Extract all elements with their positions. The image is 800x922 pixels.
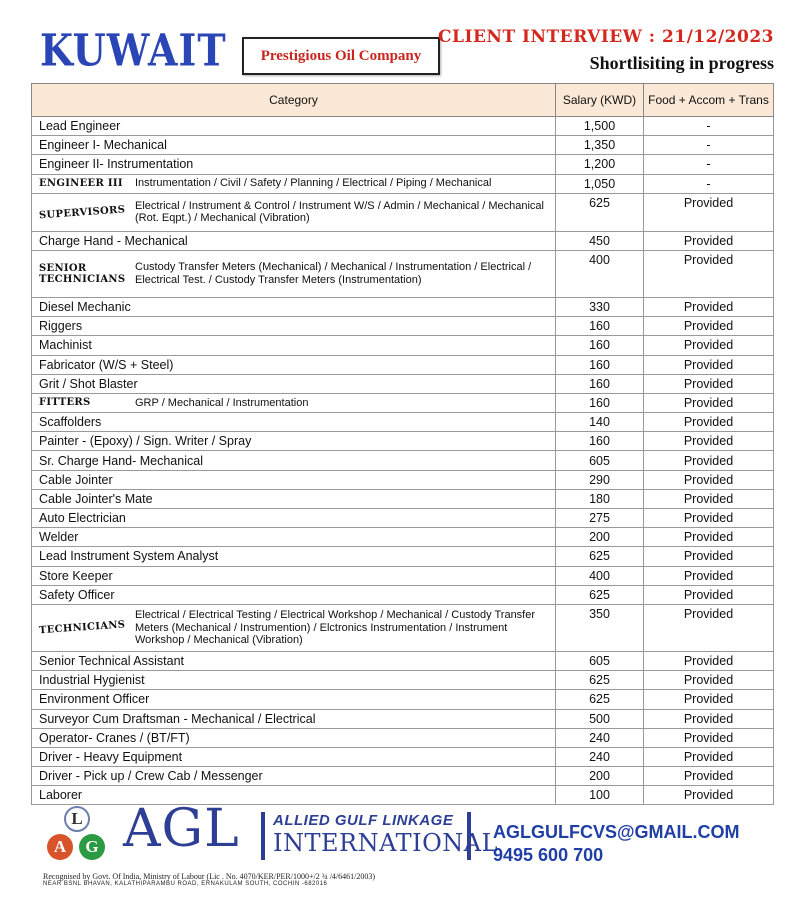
table-row [32, 451, 774, 470]
agl-logo-mark [39, 804, 115, 870]
cell-salary: 605 [556, 651, 644, 670]
jobs-table [31, 83, 774, 805]
cell-salary: 240 [556, 747, 644, 766]
cell-salary: 605 [556, 451, 644, 470]
group-cell [39, 261, 548, 286]
cell-benefits: Provided [644, 432, 774, 451]
table-row [32, 193, 774, 231]
cell-category: Welder [32, 528, 556, 547]
cell-benefits: Provided [644, 651, 774, 670]
table-row [32, 413, 774, 432]
cell-benefits: Provided [644, 786, 774, 805]
cell-category: Lead Instrument System Analyst [32, 547, 556, 566]
cell-benefits: Provided [644, 690, 774, 709]
cell-salary: 400 [556, 250, 644, 297]
cell-benefits: Provided [644, 489, 774, 508]
cell-benefits: Provided [644, 566, 774, 585]
cell-category: Grit / Shot Blaster [32, 374, 556, 393]
logo-circle-g: G [79, 834, 105, 860]
cell-category: Industrial Hygienist [32, 671, 556, 690]
cell-benefits: Provided [644, 709, 774, 728]
cell-category: Cable Jointer's Mate [32, 489, 556, 508]
contact-email[interactable]: AGLGULFCVS@GMAIL.COM [493, 822, 740, 842]
cell-category [32, 193, 556, 231]
cell-salary: 1,350 [556, 136, 644, 155]
cell-benefits: Provided [644, 547, 774, 566]
table-row [32, 528, 774, 547]
table-row [32, 604, 774, 651]
cell-salary: 160 [556, 374, 644, 393]
cell-category: Surveyor Cum Draftsman - Mechanical / Electrical [32, 709, 556, 728]
brand-box [261, 812, 499, 860]
cell-benefits: Provided [644, 336, 774, 355]
table-header-row [32, 84, 774, 117]
table-row [32, 336, 774, 355]
table-row [32, 317, 774, 336]
table-row [32, 355, 774, 374]
group-cell [39, 177, 548, 190]
contact-block [493, 822, 740, 866]
cell-benefits: Provided [644, 317, 774, 336]
cell-benefits: - [644, 136, 774, 155]
cell-category: Laborer [32, 786, 556, 805]
group-detail: Instrumentation / Civil / Safety / Planning / Electrical / Piping / Mechanical [135, 177, 492, 190]
cell-category: Environment Officer [32, 690, 556, 709]
cell-category [32, 250, 556, 297]
cell-benefits: Provided [644, 393, 774, 412]
table-row [32, 671, 774, 690]
brand-line-1: ALLIED GULF LINKAGE [273, 812, 454, 829]
cell-category: Fabricator (W/S + Steel) [32, 355, 556, 374]
cell-category: Scaffolders [32, 413, 556, 432]
cell-category: Lead Engineer [32, 117, 556, 136]
group-cell [39, 397, 548, 410]
cell-benefits: Provided [644, 747, 774, 766]
cell-category: Store Keeper [32, 566, 556, 585]
table-row [32, 136, 774, 155]
table-row [32, 231, 774, 250]
cell-salary: 275 [556, 509, 644, 528]
address-text: NEAR BSNL BHAVAN, KALATHIPARAMBU ROAD, ERNAKULAM SOUTH, COCHIN -682016 [43, 881, 328, 887]
agl-wordmark: AGL [123, 799, 240, 859]
jobs-table-body [32, 117, 774, 805]
group-label: ENGINEER III [39, 178, 123, 190]
column-header-category: Category [32, 84, 556, 117]
table-row [32, 709, 774, 728]
cell-category: Painter - (Epoxy) / Sign. Writer / Spray [32, 432, 556, 451]
cell-benefits: Provided [644, 604, 774, 651]
cell-benefits: Provided [644, 374, 774, 393]
cell-salary: 160 [556, 432, 644, 451]
cell-category: Diesel Mechanic [32, 297, 556, 316]
contact-phone[interactable]: 9495 600 700 [493, 845, 604, 865]
cell-salary: 330 [556, 297, 644, 316]
table-row [32, 728, 774, 747]
cell-benefits: Provided [644, 470, 774, 489]
group-cell [39, 200, 548, 225]
footer [31, 790, 774, 890]
table-row [32, 489, 774, 508]
group-label: SENIOR TECHNICIANS [39, 262, 126, 285]
table-row [32, 585, 774, 604]
cell-salary: 290 [556, 470, 644, 489]
cell-salary: 160 [556, 355, 644, 374]
cell-category [32, 174, 556, 193]
cell-salary: 1,050 [556, 174, 644, 193]
cell-salary: 625 [556, 585, 644, 604]
column-header-salary: Salary (KWD) [556, 84, 644, 117]
table-row [32, 747, 774, 766]
cell-benefits: Provided [644, 728, 774, 747]
cell-category: Senior Technical Assistant [32, 651, 556, 670]
table-row [32, 767, 774, 786]
cell-salary: 350 [556, 604, 644, 651]
table-row [32, 174, 774, 193]
cell-category: Driver - Pick up / Crew Cab / Messenger [32, 767, 556, 786]
table-row [32, 690, 774, 709]
cell-salary: 400 [556, 566, 644, 585]
cell-category: Sr. Charge Hand- Mechanical [32, 451, 556, 470]
logo-circle-a: A [47, 834, 73, 860]
cell-category: Safety Officer [32, 585, 556, 604]
cell-category: Machinist [32, 336, 556, 355]
country-title: KUWAIT [40, 24, 227, 76]
group-label: FITTERS [39, 397, 91, 409]
cell-benefits: - [644, 174, 774, 193]
brand-line-2: INTERNATIONAL [273, 829, 499, 857]
cell-category: Engineer I- Mechanical [32, 136, 556, 155]
group-detail: Electrical / Electrical Testing / Electrical Workshop / Mechanical / Custody Transfer Meters (Mechanical / Instrumention) / Elctronics Instrumentation / Instrument Workshop / Mechanical (Vibration) [135, 609, 536, 647]
group-label: SUPERVISORS [38, 204, 126, 222]
cell-salary: 1,500 [556, 117, 644, 136]
group-cell [39, 609, 548, 647]
cell-benefits: - [644, 155, 774, 174]
cell-benefits: Provided [644, 671, 774, 690]
cell-salary: 140 [556, 413, 644, 432]
table-row [32, 155, 774, 174]
group-detail: GRP / Mechanical / Instrumentation [135, 396, 309, 409]
interview-date: CLIENT INTERVIEW : 21/12/2023 [438, 27, 774, 47]
logo-circle-l: L [64, 806, 90, 832]
cell-salary: 625 [556, 547, 644, 566]
cell-salary: 1,200 [556, 155, 644, 174]
group-detail: Electrical / Instrument & Control / Instrument W/S / Admin / Mechanical / Mechanical (Rot. Eqpt.) / Mechanical (Vibration) [135, 199, 544, 225]
cell-salary: 625 [556, 193, 644, 231]
cell-benefits: Provided [644, 451, 774, 470]
cell-salary: 200 [556, 528, 644, 547]
table-row [32, 393, 774, 412]
cell-salary: 100 [556, 786, 644, 805]
cell-salary: 240 [556, 728, 644, 747]
cell-benefits: Provided [644, 250, 774, 297]
group-detail: Custody Transfer Meters (Mechanical) / Mechanical / Instrumentation / Electrical / Electrical Test. / Custody Transfer Meters (Instrumentation) [135, 261, 532, 286]
cell-benefits: Provided [644, 355, 774, 374]
cell-category: Charge Hand - Mechanical [32, 231, 556, 250]
table-row [32, 470, 774, 489]
cell-benefits: Provided [644, 767, 774, 786]
table-row [32, 432, 774, 451]
shortlist-status: Shortlisiting in progress [589, 53, 774, 73]
cell-salary: 160 [556, 393, 644, 412]
cell-category: Riggers [32, 317, 556, 336]
table-row [32, 250, 774, 297]
column-header-benefits: Food + Accom + Trans [644, 84, 774, 117]
table-row [32, 566, 774, 585]
group-label: TECHNICIANS [38, 619, 126, 637]
cell-benefits: Provided [644, 528, 774, 547]
cell-benefits: Provided [644, 193, 774, 231]
cell-salary: 160 [556, 336, 644, 355]
cell-salary: 500 [556, 709, 644, 728]
cell-category: Auto Electrician [32, 509, 556, 528]
cell-benefits: Provided [644, 509, 774, 528]
cell-salary: 625 [556, 671, 644, 690]
cell-salary: 200 [556, 767, 644, 786]
table-row [32, 374, 774, 393]
table-row [32, 509, 774, 528]
company-box: Prestigious Oil Company [242, 37, 440, 75]
cell-category: Cable Jointer [32, 470, 556, 489]
table-row [32, 651, 774, 670]
cell-salary: 450 [556, 231, 644, 250]
table-row [32, 117, 774, 136]
cell-category: Driver - Heavy Equipment [32, 747, 556, 766]
cell-salary: 625 [556, 690, 644, 709]
cell-category: Operator- Cranes / (BT/FT) [32, 728, 556, 747]
cell-category [32, 393, 556, 412]
cell-benefits: Provided [644, 297, 774, 316]
cell-salary: 160 [556, 317, 644, 336]
cell-salary: 180 [556, 489, 644, 508]
cell-benefits: Provided [644, 585, 774, 604]
cell-benefits: - [644, 117, 774, 136]
cell-benefits: Provided [644, 231, 774, 250]
table-row [32, 297, 774, 316]
table-row [32, 547, 774, 566]
cell-benefits: Provided [644, 413, 774, 432]
cell-category [32, 604, 556, 651]
recognition-text: Recognised by Govt. Of India, Ministry of Labour (Lic . No. 4070/KER/PER/1000+/2 ¾ /4/6461/2003) [43, 872, 376, 881]
cell-category: Engineer II- Instrumentation [32, 155, 556, 174]
